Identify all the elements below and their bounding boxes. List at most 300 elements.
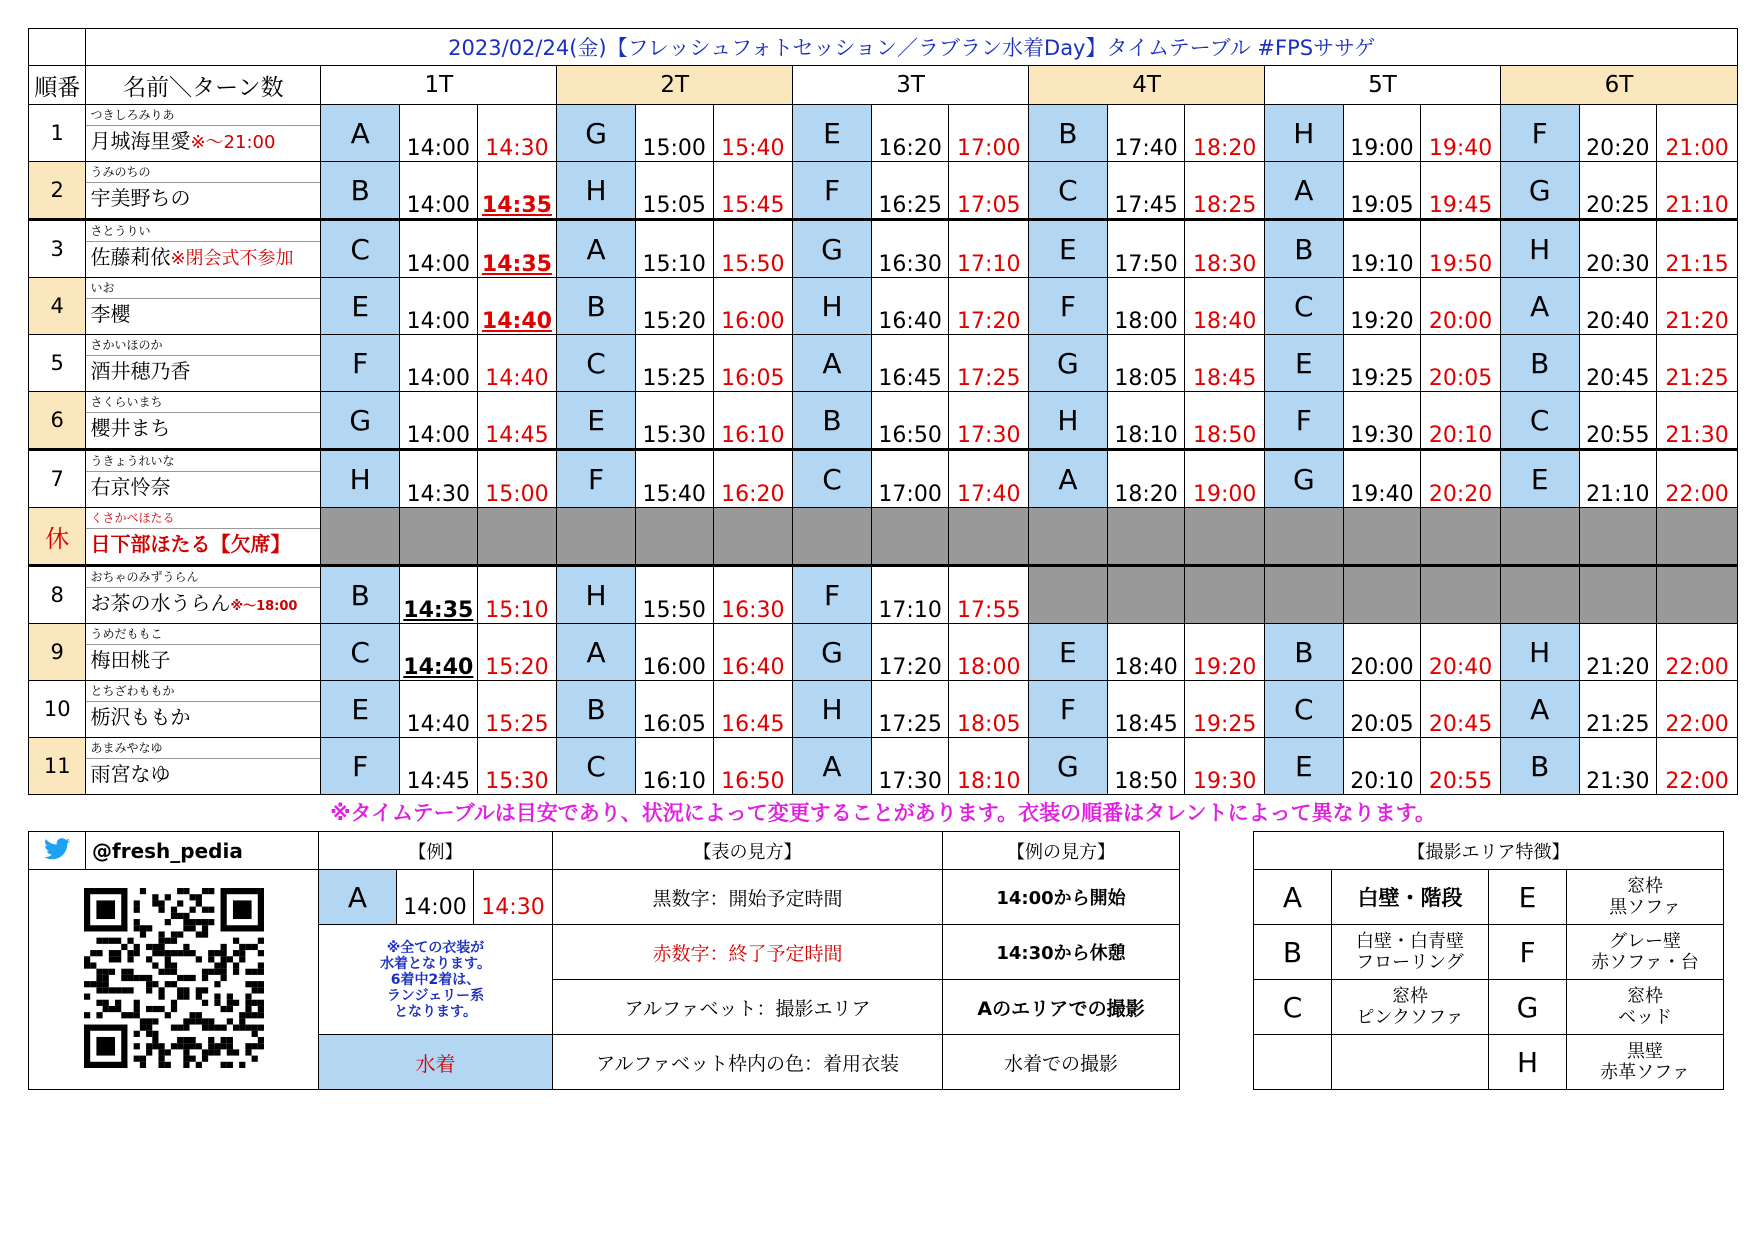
end-time: 21:20 xyxy=(1657,278,1738,335)
unavailable-cell xyxy=(1029,566,1108,624)
talent-name: 酒井穂乃香 xyxy=(90,359,191,383)
end-time: 18:40 xyxy=(1185,278,1265,335)
talent-name: お茶の水うらん xyxy=(90,591,231,615)
talent-note: ※～21:00 xyxy=(190,132,276,153)
area-cell: C xyxy=(1264,278,1343,335)
area-cell: B xyxy=(1500,738,1579,795)
unavailable-cell xyxy=(1657,566,1738,624)
area-cell: C xyxy=(321,220,400,278)
end-time: 14:35 xyxy=(477,162,557,220)
start-time: 14:00 xyxy=(400,278,478,335)
area-cell: G xyxy=(321,392,400,450)
example-header: 【例】 xyxy=(319,832,553,870)
area-desc-c: 窓枠 ピンクソファ xyxy=(1332,980,1489,1035)
end-time: 18:50 xyxy=(1185,392,1265,450)
end-time: 19:45 xyxy=(1421,162,1501,220)
end-time: 18:25 xyxy=(1185,162,1265,220)
start-time: 19:25 xyxy=(1343,335,1421,392)
end-time: 14:45 xyxy=(477,392,557,450)
end-time: 16:30 xyxy=(713,566,793,624)
end-time: 15:40 xyxy=(713,105,793,162)
table-row xyxy=(29,105,1738,162)
area-cell: F xyxy=(1029,278,1108,335)
unavailable-cell xyxy=(1421,508,1501,566)
end-time: 16:20 xyxy=(713,450,793,508)
end-time: 22:00 xyxy=(1657,738,1738,795)
talent-name: 雨宮なゆ xyxy=(90,762,171,786)
twitter-icon xyxy=(29,832,86,870)
start-time: 17:40 xyxy=(1107,105,1185,162)
area-cell: B xyxy=(321,162,400,220)
unavailable-cell xyxy=(477,508,557,566)
talent-name-cell xyxy=(86,508,321,566)
start-time: 18:45 xyxy=(1107,681,1185,738)
table-row xyxy=(29,278,1738,335)
talent-name-cell xyxy=(86,220,321,278)
swimsuit-label: 水着 xyxy=(319,1035,553,1090)
unavailable-cell xyxy=(1579,566,1657,624)
area-cell: H xyxy=(1500,624,1579,681)
unavailable-cell xyxy=(400,508,478,566)
start-time: 19:10 xyxy=(1343,220,1421,278)
area-cell: E xyxy=(1500,450,1579,508)
row-number: 8 xyxy=(29,566,86,624)
unavailable-cell xyxy=(1421,566,1501,624)
start-time: 15:25 xyxy=(635,335,713,392)
unavailable-cell xyxy=(949,508,1029,566)
start-time: 19:00 xyxy=(1343,105,1421,162)
unavailable-cell xyxy=(635,508,713,566)
unavailable-cell xyxy=(1343,508,1421,566)
area-cell: B xyxy=(793,392,872,450)
area-cell: A xyxy=(793,335,872,392)
row-number: 10 xyxy=(29,681,86,738)
talent-name: 櫻井まち xyxy=(90,416,171,440)
unavailable-cell xyxy=(1185,508,1265,566)
area-cell: B xyxy=(557,681,636,738)
end-time: 17:55 xyxy=(949,566,1029,624)
unavailable-cell xyxy=(713,508,793,566)
end-time: 15:25 xyxy=(477,681,557,738)
start-time: 14:45 xyxy=(400,738,478,795)
start-time: 17:25 xyxy=(871,681,949,738)
area-cell: A xyxy=(1264,162,1343,220)
talent-name-cell xyxy=(86,566,321,624)
area-cell: C xyxy=(321,624,400,681)
end-time: 17:40 xyxy=(949,450,1029,508)
talent-ruby: いお xyxy=(86,278,320,299)
start-time: 16:30 xyxy=(871,220,949,278)
table-row xyxy=(29,681,1738,738)
end-time: 17:10 xyxy=(949,220,1029,278)
end-time: 18:30 xyxy=(1185,220,1265,278)
unavailable-cell xyxy=(1029,508,1108,566)
start-time: 15:00 xyxy=(635,105,713,162)
talent-name-cell xyxy=(86,624,321,681)
timetable-sheet xyxy=(28,28,1738,1101)
area-cell: C xyxy=(557,335,636,392)
talent-name-cell xyxy=(86,278,321,335)
start-time: 19:05 xyxy=(1343,162,1421,220)
header-name: 名前＼ターン数 xyxy=(86,66,321,105)
area-cell: A xyxy=(557,624,636,681)
unavailable-cell xyxy=(1657,508,1738,566)
page-title: 2023/02/24(金)【フレッシュフォトセッション／ラブラン水着Day】タイムテーブル #FPSササゲ xyxy=(86,29,1738,66)
area-cell: G xyxy=(1029,738,1108,795)
end-time: 21:00 xyxy=(1657,105,1738,162)
area-cell: A xyxy=(1029,450,1108,508)
example-howto-end: 14:30から休憩 xyxy=(943,925,1180,980)
end-time: 17:20 xyxy=(949,278,1029,335)
end-time: 15:20 xyxy=(477,624,557,681)
area-cell: C xyxy=(793,450,872,508)
area-desc-b: 白壁・白青壁 フローリング xyxy=(1332,925,1489,980)
end-time: 16:10 xyxy=(713,392,793,450)
unavailable-cell xyxy=(1107,566,1185,624)
area-cell: G xyxy=(1264,450,1343,508)
end-time: 20:55 xyxy=(1421,738,1501,795)
end-time: 16:05 xyxy=(713,335,793,392)
area-table xyxy=(1253,831,1724,1090)
end-time: 14:30 xyxy=(477,105,557,162)
start-time: 17:50 xyxy=(1107,220,1185,278)
start-time: 16:05 xyxy=(635,681,713,738)
header-turn-1: 1T xyxy=(321,66,557,105)
start-time: 15:10 xyxy=(635,220,713,278)
end-time: 18:20 xyxy=(1185,105,1265,162)
end-time: 20:20 xyxy=(1421,450,1501,508)
howto-black: 黒数字：開始予定時間 xyxy=(553,870,943,925)
start-time: 18:05 xyxy=(1107,335,1185,392)
talent-ruby: とちざわももか xyxy=(86,681,320,702)
talent-name-cell xyxy=(86,450,321,508)
start-time: 20:10 xyxy=(1343,738,1421,795)
start-time: 17:45 xyxy=(1107,162,1185,220)
start-time: 17:10 xyxy=(871,566,949,624)
area-cell: C xyxy=(1264,681,1343,738)
howto-color: アルファベット枠内の色：着用衣装 xyxy=(553,1035,943,1090)
end-time: 19:25 xyxy=(1185,681,1265,738)
start-time: 20:20 xyxy=(1579,105,1657,162)
area-cell: H xyxy=(1500,220,1579,278)
start-time: 16:25 xyxy=(871,162,949,220)
end-time: 15:00 xyxy=(477,450,557,508)
header-turn-3: 3T xyxy=(793,66,1029,105)
area-code-b: B xyxy=(1254,925,1332,980)
start-time: 20:55 xyxy=(1579,392,1657,450)
area-cell: E xyxy=(793,105,872,162)
area-cell: B xyxy=(1264,220,1343,278)
area-desc-e: 窓枠 黒ソファ xyxy=(1567,870,1724,925)
area-cell: G xyxy=(1500,162,1579,220)
end-time: 20:05 xyxy=(1421,335,1501,392)
area-cell: F xyxy=(1500,105,1579,162)
start-time: 20:40 xyxy=(1579,278,1657,335)
row-number: 1 xyxy=(29,105,86,162)
start-time: 19:30 xyxy=(1343,392,1421,450)
area-cell: B xyxy=(557,278,636,335)
talent-name-cell xyxy=(86,681,321,738)
area-cell: C xyxy=(557,738,636,795)
area-cell: H xyxy=(557,566,636,624)
header-turn-4: 4T xyxy=(1029,66,1265,105)
end-time: 16:40 xyxy=(713,624,793,681)
start-time: 15:50 xyxy=(635,566,713,624)
end-time: 14:40 xyxy=(477,278,557,335)
talent-note: ※～18:00 xyxy=(230,599,298,614)
unavailable-cell xyxy=(1107,508,1185,566)
start-time: 20:00 xyxy=(1343,624,1421,681)
area-cell: G xyxy=(793,624,872,681)
unavailable-cell xyxy=(1500,566,1579,624)
end-time: 16:45 xyxy=(713,681,793,738)
start-time: 19:20 xyxy=(1343,278,1421,335)
talent-ruby: うみのちの xyxy=(86,162,320,183)
unavailable-cell xyxy=(1264,508,1343,566)
table-row xyxy=(29,392,1738,450)
table-row xyxy=(29,220,1738,278)
start-time: 21:20 xyxy=(1579,624,1657,681)
start-time: 18:10 xyxy=(1107,392,1185,450)
area-cell: E xyxy=(1264,335,1343,392)
area-cell: E xyxy=(1264,738,1343,795)
row-number: 4 xyxy=(29,278,86,335)
area-cell: G xyxy=(557,105,636,162)
end-time: 18:10 xyxy=(949,738,1029,795)
start-time: 21:10 xyxy=(1579,450,1657,508)
end-time: 15:30 xyxy=(477,738,557,795)
talent-name: 佐藤莉依 xyxy=(90,245,171,269)
area-cell: F xyxy=(321,738,400,795)
legend-note: ※全ての衣装が 水着となります。 6着中2着は、 ランジェリー系 となります。 xyxy=(319,925,553,1035)
area-code-h: H xyxy=(1489,1035,1567,1090)
area-cell: H xyxy=(557,162,636,220)
twitter-handle[interactable]: @fresh_pedia xyxy=(86,832,319,870)
row-number: 2 xyxy=(29,162,86,220)
howto-alphabet: アルファベット：撮影エリア xyxy=(553,980,943,1035)
unavailable-cell xyxy=(1343,566,1421,624)
area-cell: E xyxy=(321,278,400,335)
start-time: 14:00 xyxy=(400,220,478,278)
area-empty-1 xyxy=(1254,1035,1332,1090)
end-time: 21:25 xyxy=(1657,335,1738,392)
area-desc-h: 黒壁 赤革ソファ xyxy=(1567,1035,1724,1090)
area-cell: E xyxy=(321,681,400,738)
area-cell: F xyxy=(321,335,400,392)
area-cell: F xyxy=(1264,392,1343,450)
talent-ruby: つきしろみりあ xyxy=(86,105,320,126)
row-number: 9 xyxy=(29,624,86,681)
area-cell: C xyxy=(1029,162,1108,220)
end-time: 20:10 xyxy=(1421,392,1501,450)
talent-name: 梅田桃子 xyxy=(90,648,171,672)
area-cell: E xyxy=(1029,624,1108,681)
area-cell: B xyxy=(1029,105,1108,162)
area-cell: G xyxy=(793,220,872,278)
area-cell: B xyxy=(321,566,400,624)
start-time: 14:00 xyxy=(400,335,478,392)
talent-name: 李櫻 xyxy=(90,302,131,326)
unavailable-cell xyxy=(557,508,636,566)
start-time: 14:00 xyxy=(400,162,478,220)
area-cell: F xyxy=(793,566,872,624)
area-header: 【撮影エリア特徴】 xyxy=(1254,832,1724,870)
start-time: 15:05 xyxy=(635,162,713,220)
end-time: 22:00 xyxy=(1657,624,1738,681)
start-time: 18:40 xyxy=(1107,624,1185,681)
talent-name-cell xyxy=(86,105,321,162)
unavailable-cell xyxy=(1579,508,1657,566)
area-cell: A xyxy=(793,738,872,795)
start-time: 15:20 xyxy=(635,278,713,335)
legend-table xyxy=(28,831,1180,1090)
howto-red: 赤数字：終了予定時間 xyxy=(553,925,943,980)
area-cell: H xyxy=(1264,105,1343,162)
area-cell: H xyxy=(1029,392,1108,450)
end-time: 15:10 xyxy=(477,566,557,624)
area-cell: F xyxy=(1029,681,1108,738)
talent-ruby: あまみやなゆ xyxy=(86,738,320,759)
talent-name-cell xyxy=(86,392,321,450)
talent-name-cell xyxy=(86,162,321,220)
unavailable-cell xyxy=(1264,566,1343,624)
start-time: 20:05 xyxy=(1343,681,1421,738)
unavailable-cell xyxy=(321,508,400,566)
example-howto-area: Aのエリアでの撮影 xyxy=(943,980,1180,1035)
table-row xyxy=(29,566,1738,624)
start-time: 14:35 xyxy=(400,566,478,624)
area-cell: H xyxy=(793,278,872,335)
start-time: 17:30 xyxy=(871,738,949,795)
unavailable-cell xyxy=(871,508,949,566)
end-time: 21:30 xyxy=(1657,392,1738,450)
table-row xyxy=(29,450,1738,508)
area-cell: E xyxy=(1029,220,1108,278)
area-cell: F xyxy=(793,162,872,220)
unavailable-cell xyxy=(793,508,872,566)
start-time: 18:00 xyxy=(1107,278,1185,335)
end-time: 22:00 xyxy=(1657,681,1738,738)
unavailable-cell xyxy=(1500,508,1579,566)
end-time: 21:15 xyxy=(1657,220,1738,278)
start-time: 16:50 xyxy=(871,392,949,450)
end-time: 19:40 xyxy=(1421,105,1501,162)
example-start: 14:00 xyxy=(397,870,474,925)
talent-name: 宇美野ちの xyxy=(90,186,191,210)
example-howto-costume: 水着での撮影 xyxy=(943,1035,1180,1090)
talent-ruby: うめだももこ xyxy=(86,624,320,645)
talent-ruby: くさかべほたる xyxy=(86,508,320,529)
end-time: 20:00 xyxy=(1421,278,1501,335)
area-cell: A xyxy=(1500,681,1579,738)
talent-ruby: さくらいまち xyxy=(86,392,320,413)
end-time: 15:50 xyxy=(713,220,793,278)
talent-name: 日下部ほたる【欠席】 xyxy=(90,532,291,556)
area-code-e: E xyxy=(1489,870,1567,925)
start-time: 14:40 xyxy=(400,681,478,738)
end-time: 16:00 xyxy=(713,278,793,335)
end-time: 20:45 xyxy=(1421,681,1501,738)
talent-ruby: うきょうれいな xyxy=(86,451,320,472)
start-time: 18:20 xyxy=(1107,450,1185,508)
talent-name-cell xyxy=(86,738,321,795)
end-time: 20:40 xyxy=(1421,624,1501,681)
unavailable-cell xyxy=(1185,566,1265,624)
end-time: 16:50 xyxy=(713,738,793,795)
end-time: 17:00 xyxy=(949,105,1029,162)
area-code-c: C xyxy=(1254,980,1332,1035)
end-time: 17:25 xyxy=(949,335,1029,392)
end-time: 22:00 xyxy=(1657,450,1738,508)
notice-text: ※タイムテーブルは目安であり、状況によって変更することがあります。衣装の順番はタレントによって異なります。 xyxy=(330,801,1436,825)
start-time: 16:45 xyxy=(871,335,949,392)
example-end: 14:30 xyxy=(474,870,553,925)
start-time: 17:00 xyxy=(871,450,949,508)
end-time: 14:35 xyxy=(477,220,557,278)
area-code-f: F xyxy=(1489,925,1567,980)
area-cell: F xyxy=(557,450,636,508)
area-cell: E xyxy=(557,392,636,450)
start-time: 17:20 xyxy=(871,624,949,681)
example-area: A xyxy=(319,870,397,925)
start-time: 16:20 xyxy=(871,105,949,162)
end-time: 19:50 xyxy=(1421,220,1501,278)
end-time: 14:40 xyxy=(477,335,557,392)
area-empty-2 xyxy=(1332,1035,1489,1090)
table-row xyxy=(29,162,1738,220)
table-row xyxy=(29,508,1738,566)
howto-header: 【表の見方】 xyxy=(553,832,943,870)
area-cell: H xyxy=(321,450,400,508)
row-number: 5 xyxy=(29,335,86,392)
end-time: 18:45 xyxy=(1185,335,1265,392)
start-time: 14:30 xyxy=(400,450,478,508)
start-time: 14:00 xyxy=(400,392,478,450)
table-row xyxy=(29,738,1738,795)
row-number: 休 xyxy=(29,508,86,566)
talent-ruby: さとうりい xyxy=(86,221,320,242)
area-cell: B xyxy=(1264,624,1343,681)
start-time: 18:50 xyxy=(1107,738,1185,795)
header-turn-2: 2T xyxy=(557,66,793,105)
header-turn-5: 5T xyxy=(1264,66,1500,105)
table-row xyxy=(29,335,1738,392)
talent-name: 栃沢ももか xyxy=(90,705,191,729)
end-time: 19:30 xyxy=(1185,738,1265,795)
area-desc-a: 白壁・階段 xyxy=(1332,870,1489,925)
area-desc-f: グレー壁 赤ソファ・台 xyxy=(1567,925,1724,980)
qr-code xyxy=(29,870,319,1090)
talent-ruby: おちゃのみずうらん xyxy=(86,567,320,588)
end-time: 19:00 xyxy=(1185,450,1265,508)
end-time: 21:10 xyxy=(1657,162,1738,220)
area-cell: G xyxy=(1029,335,1108,392)
row-number: 6 xyxy=(29,392,86,450)
area-code-a: A xyxy=(1254,870,1332,925)
row-number: 7 xyxy=(29,450,86,508)
start-time: 21:30 xyxy=(1579,738,1657,795)
area-cell: B xyxy=(1500,335,1579,392)
start-time: 21:25 xyxy=(1579,681,1657,738)
talent-name: 月城海里愛 xyxy=(90,129,191,153)
row-number: 11 xyxy=(29,738,86,795)
end-time: 18:05 xyxy=(949,681,1029,738)
talent-name: 右京怜奈 xyxy=(90,475,171,499)
talent-name-cell xyxy=(86,335,321,392)
start-time: 14:00 xyxy=(400,105,478,162)
talent-ruby: さかいほのか xyxy=(86,335,320,356)
end-time: 15:45 xyxy=(713,162,793,220)
